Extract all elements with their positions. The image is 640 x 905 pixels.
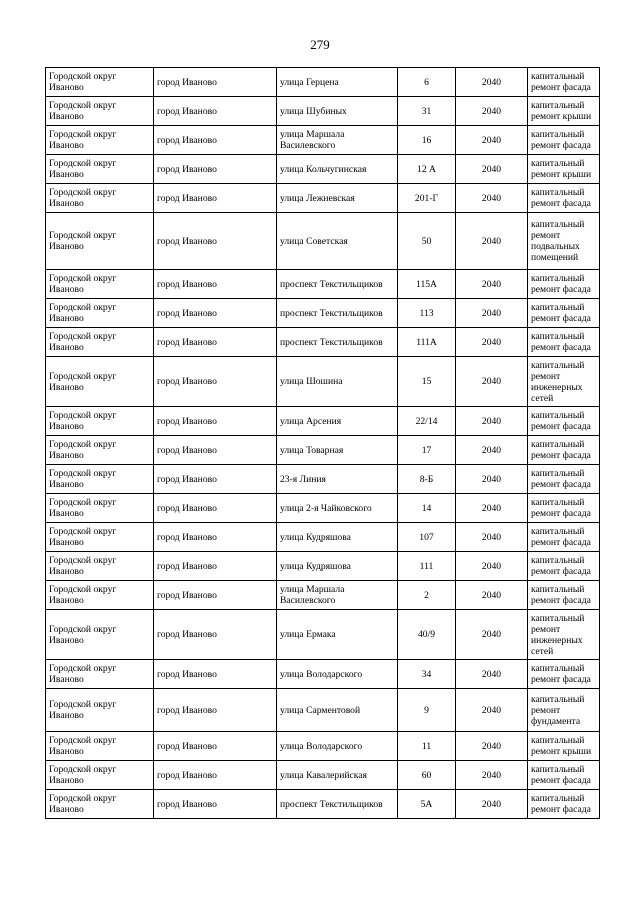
municipality-cell: Городской округ Иваново	[46, 610, 154, 660]
city-cell: город Иваново	[154, 155, 277, 184]
year-cell: 2040	[456, 465, 528, 494]
table-row	[46, 552, 600, 581]
year-cell: 2040	[456, 68, 528, 97]
street-cell: улица Герцена	[277, 68, 398, 97]
year-cell: 2040	[456, 790, 528, 819]
house-number-cell: 31	[398, 97, 456, 126]
house-number-cell: 12 А	[398, 155, 456, 184]
work-type-cell: капитальный ремонт инженерных сетей	[528, 357, 600, 407]
year-cell: 2040	[456, 213, 528, 270]
municipality-cell: Городской округ Иваново	[46, 761, 154, 790]
work-type-cell: капитальный ремонт фундамента	[528, 689, 600, 732]
year-cell: 2040	[456, 357, 528, 407]
table-row	[46, 689, 600, 732]
municipality-cell: Городской округ Иваново	[46, 660, 154, 689]
municipality-cell: Городской округ Иваново	[46, 732, 154, 761]
work-type-cell: капитальный ремонт фасада	[528, 407, 600, 436]
municipality-cell: Городской округ Иваново	[46, 97, 154, 126]
work-type-cell: капитальный ремонт фасада	[528, 270, 600, 299]
work-type-cell: капитальный ремонт крыши	[528, 97, 600, 126]
municipality-cell: Городской округ Иваново	[46, 357, 154, 407]
municipality-cell: Городской округ Иваново	[46, 328, 154, 357]
year-cell: 2040	[456, 328, 528, 357]
table-row	[46, 184, 600, 213]
street-cell: проспект Текстильщиков	[277, 299, 398, 328]
year-cell: 2040	[456, 581, 528, 610]
work-type-cell: капитальный ремонт фасада	[528, 299, 600, 328]
work-type-cell: капитальный ремонт крыши	[528, 155, 600, 184]
street-cell: проспект Текстильщиков	[277, 270, 398, 299]
municipality-cell: Городской округ Иваново	[46, 689, 154, 732]
house-number-cell: 17	[398, 436, 456, 465]
house-number-cell: 113	[398, 299, 456, 328]
table-row	[46, 732, 600, 761]
city-cell: город Иваново	[154, 581, 277, 610]
year-cell: 2040	[456, 761, 528, 790]
street-cell: улица Шубиных	[277, 97, 398, 126]
house-number-cell: 201-Г	[398, 184, 456, 213]
street-cell: улица Шошина	[277, 357, 398, 407]
table-row	[46, 213, 600, 270]
city-cell: город Иваново	[154, 494, 277, 523]
work-type-cell: капитальный ремонт фасада	[528, 790, 600, 819]
municipality-cell: Городской округ Иваново	[46, 68, 154, 97]
house-number-cell: 50	[398, 213, 456, 270]
city-cell: город Иваново	[154, 465, 277, 494]
table-row	[46, 299, 600, 328]
street-cell: улица Товарная	[277, 436, 398, 465]
year-cell: 2040	[456, 270, 528, 299]
street-cell: улица 2-я Чайковского	[277, 494, 398, 523]
street-cell: улица Маршала Василевского	[277, 581, 398, 610]
year-cell: 2040	[456, 494, 528, 523]
work-type-cell: капитальный ремонт подвальных помещений	[528, 213, 600, 270]
work-type-cell: капитальный ремонт фасада	[528, 184, 600, 213]
house-number-cell: 111А	[398, 328, 456, 357]
street-cell: улица Советская	[277, 213, 398, 270]
street-cell: улица Володарского	[277, 660, 398, 689]
house-number-cell: 107	[398, 523, 456, 552]
municipality-cell: Городской округ Иваново	[46, 494, 154, 523]
year-cell: 2040	[456, 610, 528, 660]
table-row	[46, 494, 600, 523]
work-type-cell: капитальный ремонт крыши	[528, 732, 600, 761]
city-cell: город Иваново	[154, 732, 277, 761]
year-cell: 2040	[456, 97, 528, 126]
table-row	[46, 465, 600, 494]
page-number: 279	[310, 37, 330, 52]
municipality-cell: Городской округ Иваново	[46, 523, 154, 552]
street-cell: улица Кольчугинская	[277, 155, 398, 184]
house-number-cell: 34	[398, 660, 456, 689]
table-row	[46, 436, 600, 465]
city-cell: город Иваново	[154, 213, 277, 270]
year-cell: 2040	[456, 436, 528, 465]
table-row	[46, 270, 600, 299]
street-cell: улица Маршала Василевского	[277, 126, 398, 155]
table-row	[46, 407, 600, 436]
table-row	[46, 126, 600, 155]
street-cell: улица Володарского	[277, 732, 398, 761]
city-cell: город Иваново	[154, 761, 277, 790]
work-type-cell: капитальный ремонт фасада	[528, 68, 600, 97]
city-cell: город Иваново	[154, 689, 277, 732]
street-cell: улица Ермака	[277, 610, 398, 660]
table-row	[46, 155, 600, 184]
city-cell: город Иваново	[154, 357, 277, 407]
municipality-cell: Городской округ Иваново	[46, 407, 154, 436]
year-cell: 2040	[456, 407, 528, 436]
year-cell: 2040	[456, 299, 528, 328]
table-row	[46, 68, 600, 97]
municipality-cell: Городской округ Иваново	[46, 552, 154, 581]
work-type-cell: капитальный ремонт фасада	[528, 761, 600, 790]
municipality-cell: Городской округ Иваново	[46, 155, 154, 184]
year-cell: 2040	[456, 660, 528, 689]
municipality-cell: Городской округ Иваново	[46, 184, 154, 213]
house-number-cell: 6	[398, 68, 456, 97]
city-cell: город Иваново	[154, 523, 277, 552]
table-row	[46, 328, 600, 357]
house-number-cell: 40/9	[398, 610, 456, 660]
work-type-cell: капитальный ремонт фасада	[528, 494, 600, 523]
municipality-cell: Городской округ Иваново	[46, 270, 154, 299]
year-cell: 2040	[456, 155, 528, 184]
municipality-cell: Городской округ Иваново	[46, 299, 154, 328]
city-cell: город Иваново	[154, 790, 277, 819]
work-type-cell: капитальный ремонт фасада	[528, 126, 600, 155]
year-cell: 2040	[456, 184, 528, 213]
work-type-cell: капитальный ремонт инженерных сетей	[528, 610, 600, 660]
house-number-cell: 9	[398, 689, 456, 732]
year-cell: 2040	[456, 552, 528, 581]
street-cell: 23-я Линия	[277, 465, 398, 494]
year-cell: 2040	[456, 689, 528, 732]
work-type-cell: капитальный ремонт фасада	[528, 552, 600, 581]
work-type-cell: капитальный ремонт фасада	[528, 328, 600, 357]
city-cell: город Иваново	[154, 407, 277, 436]
year-cell: 2040	[456, 732, 528, 761]
work-type-cell: капитальный ремонт фасада	[528, 660, 600, 689]
table-row	[46, 660, 600, 689]
table-row	[46, 581, 600, 610]
municipality-cell: Городской округ Иваново	[46, 436, 154, 465]
street-cell: проспект Текстильщиков	[277, 790, 398, 819]
city-cell: город Иваново	[154, 660, 277, 689]
year-cell: 2040	[456, 126, 528, 155]
street-cell: улица Кавалерийская	[277, 761, 398, 790]
street-cell: улица Кудряшова	[277, 523, 398, 552]
table-row	[46, 523, 600, 552]
street-cell: улица Арсения	[277, 407, 398, 436]
house-number-cell: 111	[398, 552, 456, 581]
table-row	[46, 790, 600, 819]
repair-registry-table	[45, 67, 600, 819]
city-cell: город Иваново	[154, 68, 277, 97]
municipality-cell: Городской округ Иваново	[46, 581, 154, 610]
table-row	[46, 610, 600, 660]
table-row	[46, 761, 600, 790]
municipality-cell: Городской округ Иваново	[46, 790, 154, 819]
year-cell: 2040	[456, 523, 528, 552]
city-cell: город Иваново	[154, 299, 277, 328]
house-number-cell: 2	[398, 581, 456, 610]
city-cell: город Иваново	[154, 436, 277, 465]
house-number-cell: 15	[398, 357, 456, 407]
work-type-cell: капитальный ремонт фасада	[528, 523, 600, 552]
house-number-cell: 60	[398, 761, 456, 790]
street-cell: улица Лежневская	[277, 184, 398, 213]
work-type-cell: капитальный ремонт фасада	[528, 465, 600, 494]
city-cell: город Иваново	[154, 270, 277, 299]
house-number-cell: 8-Б	[398, 465, 456, 494]
street-cell: улица Кудряшова	[277, 552, 398, 581]
city-cell: город Иваново	[154, 328, 277, 357]
work-type-cell: капитальный ремонт фасада	[528, 436, 600, 465]
street-cell: улица Сарментовой	[277, 689, 398, 732]
city-cell: город Иваново	[154, 610, 277, 660]
municipality-cell: Городской округ Иваново	[46, 126, 154, 155]
city-cell: город Иваново	[154, 552, 277, 581]
registry-body	[46, 68, 600, 819]
city-cell: город Иваново	[154, 97, 277, 126]
work-type-cell: капитальный ремонт фасада	[528, 581, 600, 610]
street-cell: проспект Текстильщиков	[277, 328, 398, 357]
house-number-cell: 11	[398, 732, 456, 761]
city-cell: город Иваново	[154, 184, 277, 213]
house-number-cell: 16	[398, 126, 456, 155]
municipality-cell: Городской округ Иваново	[46, 213, 154, 270]
house-number-cell: 22/14	[398, 407, 456, 436]
house-number-cell: 115А	[398, 270, 456, 299]
table-row	[46, 97, 600, 126]
house-number-cell: 14	[398, 494, 456, 523]
municipality-cell: Городской округ Иваново	[46, 465, 154, 494]
city-cell: город Иваново	[154, 126, 277, 155]
table-row	[46, 357, 600, 407]
house-number-cell: 5А	[398, 790, 456, 819]
